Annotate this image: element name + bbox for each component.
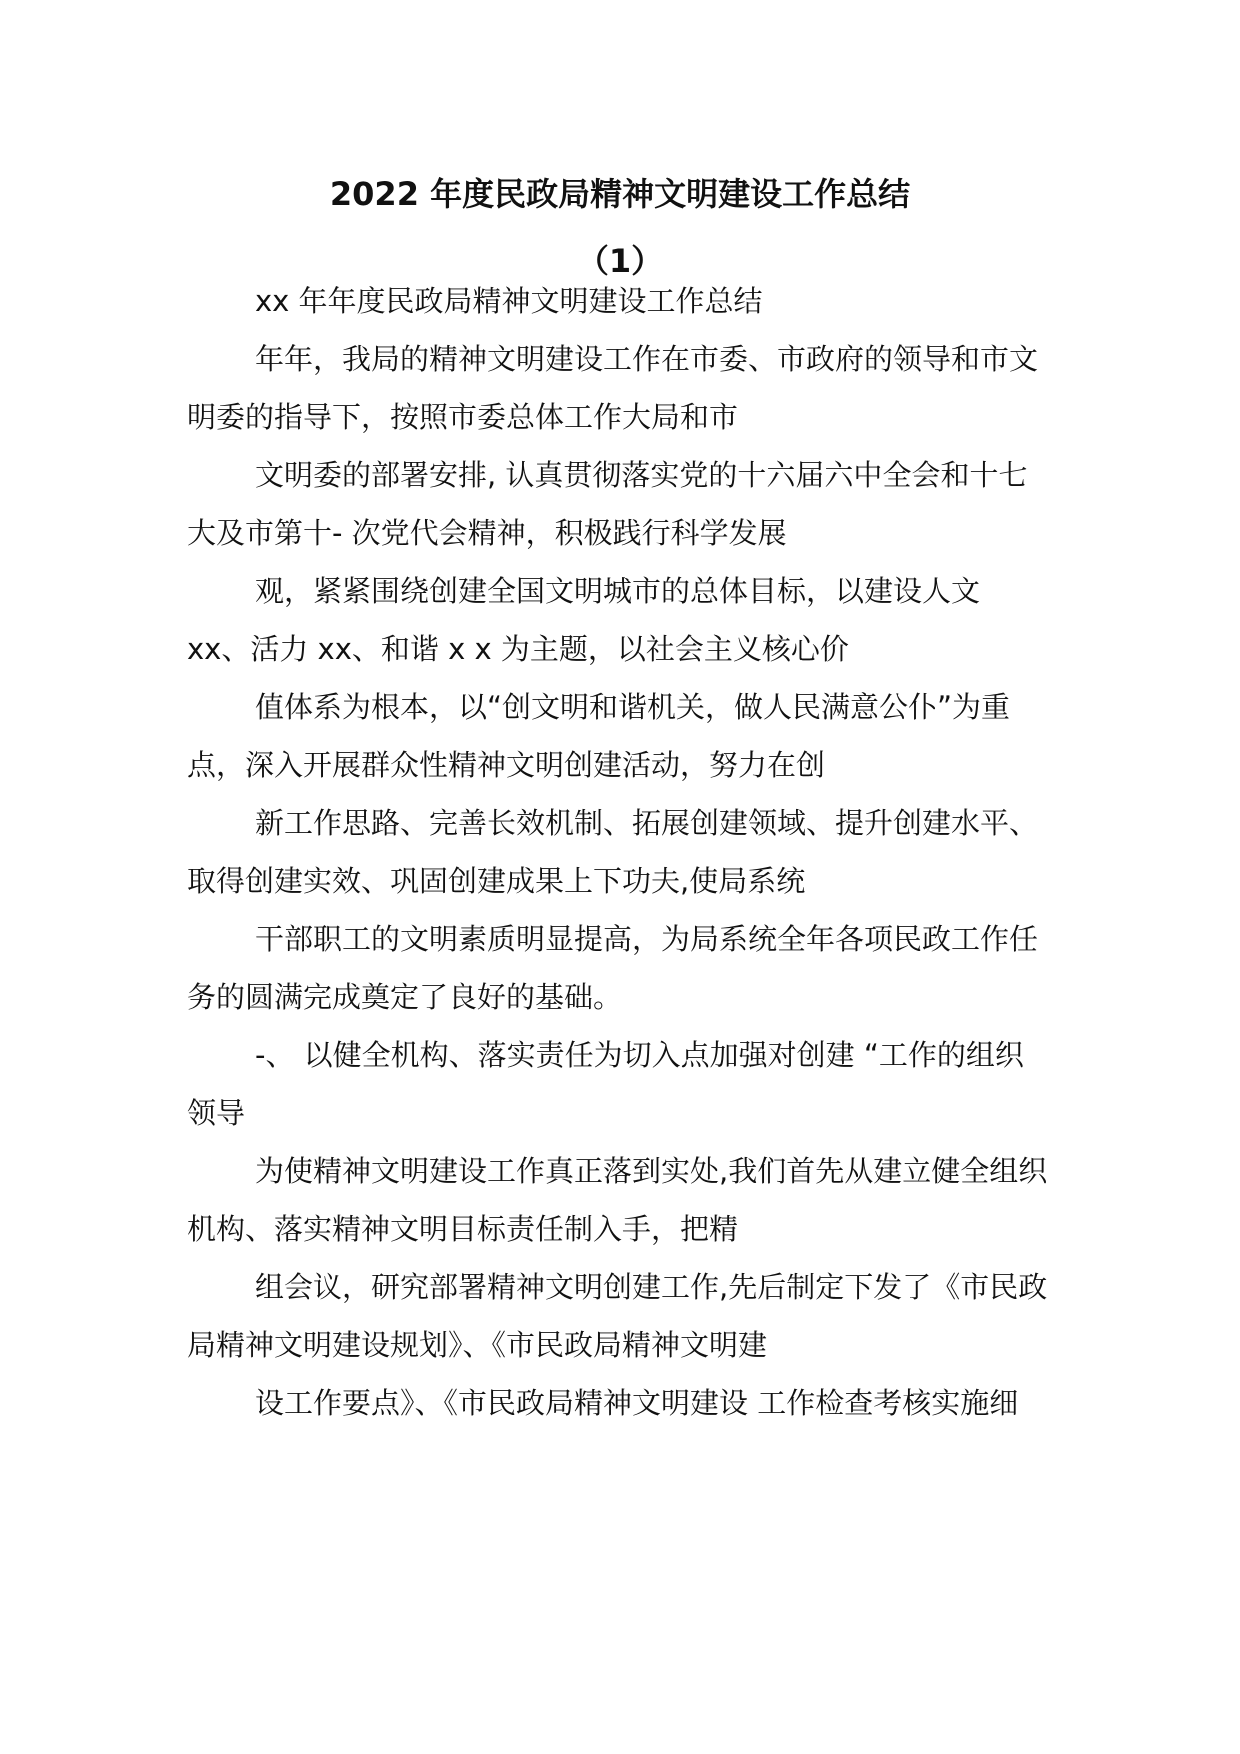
body-line: 年年，我局的精神文明建设工作在市委、市政府的领导和市文 <box>255 342 1039 376</box>
document-subtitle: （1） <box>576 242 664 280</box>
body-line: 机构、落实精神文明目标责任制入手，把精 <box>187 1212 739 1246</box>
body-line: -、 以健全机构、落实责任为切入点加强对创建 “工作的组织 <box>255 1038 1024 1072</box>
body-line: 领导 <box>187 1096 246 1130</box>
body-line: 局精神文明建设规划》、《市民政局精神文明建 <box>187 1328 768 1362</box>
body-line: 新工作思路、完善长效机制、拓展创建领域、提升创建水平、 <box>255 806 1039 840</box>
body-line: 为使精神文明建设工作真正落到实处,我们首先从建立健全组织 <box>255 1154 1048 1188</box>
body-line: 观，紧紧围绕创建全国文明城市的总体目标，以建设人文 <box>255 574 981 608</box>
body-line: 文明委的部署安排, 认真贯彻落实党的十六届六中全会和十七 <box>255 458 1028 492</box>
body-line: 设工作要点》、《市民政局精神文明建设 工作检查考核实施细 <box>255 1386 1019 1420</box>
body-line: xx 年年度民政局精神文明建设工作总结 <box>255 284 763 318</box>
body-line: 大及市第十- 次党代会精神，积极践行科学发展 <box>187 516 787 550</box>
body-line: 点，深入开展群众性精神文明创建活动，努力在创 <box>187 748 826 782</box>
body-line: 干部职工的文明素质明显提高，为局系统全年各项民政工作任 <box>255 922 1039 956</box>
body-line: 组会议，研究部署精神文明创建工作,先后制定下发了《市民政 <box>255 1270 1048 1304</box>
body-line: 明委的指导下，按照市委总体工作大局和市 <box>187 400 739 434</box>
body-line: xx、活力 xx、和谐 x x 为主题，以社会主义核心价 <box>187 632 849 666</box>
body-line: 取得创建实效、巩固创建成果上下功夫,使局系统 <box>187 864 806 898</box>
body-line: 务的圆满完成奠定了良好的基础。 <box>187 980 623 1014</box>
document-title: 2022 年度民政局精神文明建设工作总结 <box>329 175 911 213</box>
body-line: 值体系为根本，以“创文明和谐机关，做人民满意公仆”为重 <box>255 690 1011 724</box>
